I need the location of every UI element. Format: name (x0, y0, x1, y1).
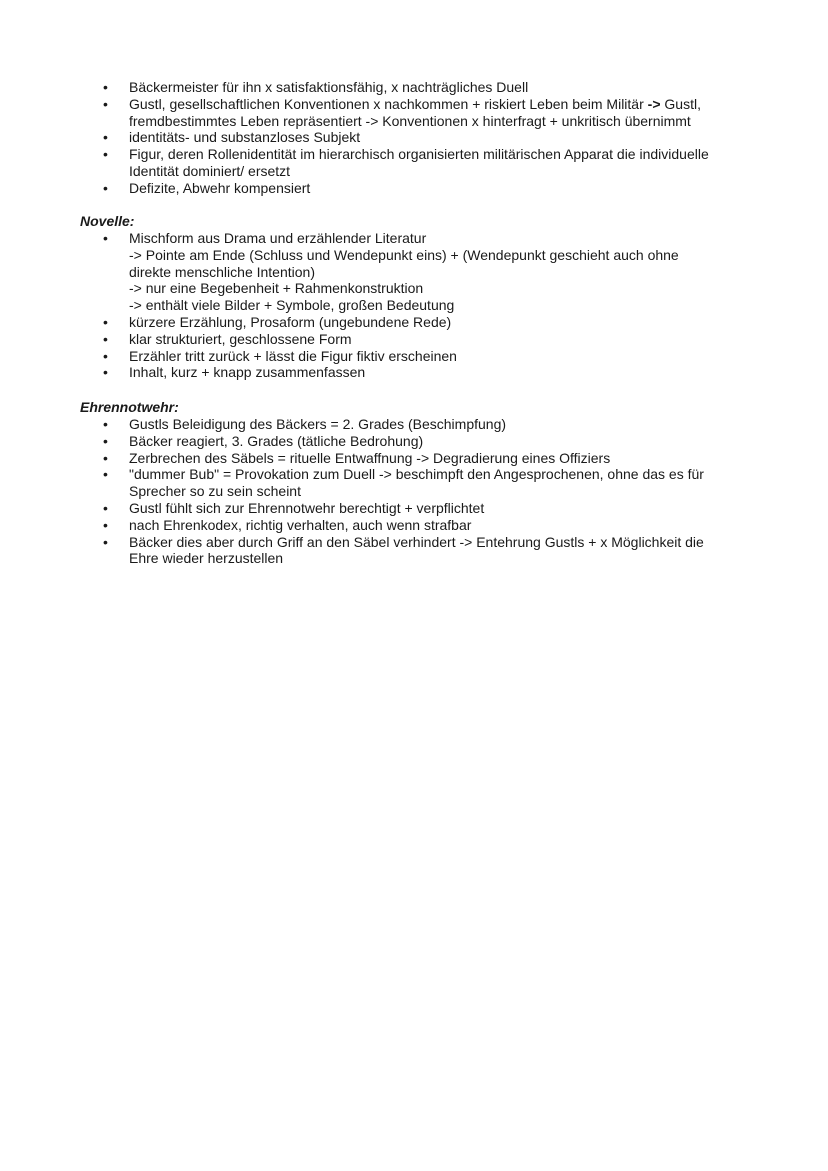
list-item (80, 433, 780, 450)
list-item (80, 534, 780, 568)
list-item (80, 364, 780, 381)
list-item (80, 331, 780, 348)
list-item (80, 450, 780, 467)
list-item-text: Ehre wieder herzustellen (129, 550, 284, 567)
bullet-marker: • (103, 466, 108, 483)
list-item (80, 416, 780, 433)
list-item-text: Bäcker dies aber durch Griff an den Säbel verhindert -> Entehrung Gustls + x Möglichkeit die (129, 533, 704, 550)
novelle-bullet-list (80, 230, 780, 381)
list-item-text: kürzere Erzählung, Prosaform (ungebundene Rede) (129, 313, 452, 330)
bullet-marker: • (103, 516, 108, 533)
section-ehrennotwehr (80, 399, 780, 567)
list-item-text: nach Ehrenkodex, richtig verhalten, auch wenn strafbar (129, 516, 472, 533)
list-item-text: Mischform aus Drama und erzählender Literatur (129, 230, 427, 246)
list-item (80, 146, 780, 180)
list-item (80, 314, 780, 331)
list-item (80, 96, 780, 130)
list-item-text: Bäcker reagiert, 3. Grades (tätliche Bedrohung) (129, 432, 424, 449)
list-item-text: -> Pointe am Ende (Schluss und Wendepunkt eins) + (Wendepunkt geschieht auch ohne (129, 246, 679, 263)
list-item-text: Inhalt, kurz + knapp zusammenfassen (129, 364, 366, 381)
list-item-text: -> nur eine Begebenheit + Rahmenkonstruktion (129, 280, 424, 297)
section-heading: Ehrennotwehr: (80, 399, 179, 415)
list-item-text: identitäts- und substanzloses Subjekt (129, 129, 361, 146)
section-heading: Novelle: (80, 213, 135, 229)
list-item-text: -> enthält viele Bilder + Symbole, großen Bedeutung (129, 297, 455, 314)
intro-bullet-list (80, 79, 780, 197)
ehrennotwehr-bullet-list (80, 416, 780, 567)
list-item-text: Gustl fühlt sich zur Ehrennotwehr berechtigt + verpflichtet (129, 499, 485, 516)
list-item-text: Figur, deren Rollenidentität im hierarchisch organisierten militärischen Apparat die individuelle (129, 146, 709, 163)
bullet-marker: • (103, 179, 108, 196)
bullet-marker: • (103, 432, 108, 449)
bullet-marker: • (103, 416, 108, 432)
list-item (80, 180, 780, 197)
bullet-marker: • (103, 95, 108, 112)
list-item-text: Defizite, Abwehr kompensiert (129, 179, 311, 196)
bullet-marker: • (103, 146, 108, 163)
text-run: Gustl, gesellschaftlichen Konventionen x nachkommen + riskiert Leben beim Militär (129, 95, 648, 112)
bullet-marker: • (103, 79, 108, 95)
list-item-text: Bäckermeister für ihn x satisfaktionsfähig, x nachträgliches Duell (129, 79, 529, 95)
section-novelle (80, 213, 780, 381)
list-item-text: Sprecher so zu sein scheint (129, 483, 301, 500)
bullet-marker: • (103, 449, 108, 466)
bullet-marker: • (103, 533, 108, 550)
list-item (80, 230, 780, 314)
bullet-marker: • (103, 499, 108, 516)
bullet-marker: • (103, 230, 108, 246)
bold-arrow: -> (647, 95, 665, 112)
list-item-text (129, 96, 780, 113)
list-item-text: Zerbrechen des Säbels = rituelle Entwaffnung -> Degradierung eines Offiziers (129, 449, 611, 466)
list-item (80, 129, 780, 146)
list-item-text: "dummer Bub" = Provokation zum Duell -> beschimpft den Angesprochenen, ohne das es für (129, 466, 704, 483)
list-item (80, 348, 780, 365)
list-item (80, 500, 780, 517)
bullet-marker: • (103, 313, 108, 330)
bullet-marker: • (103, 364, 108, 381)
text-run: Gustl, (664, 95, 701, 112)
list-item-text: klar strukturiert, geschlossene Form (129, 330, 352, 347)
list-item (80, 79, 780, 96)
bullet-marker: • (103, 129, 108, 146)
list-item-text: direkte menschliche Intention) (129, 263, 315, 280)
list-item-text: fremdbestimmtes Leben repräsentiert -> Konventionen x hinterfragt + unkritisch übernimmt (129, 112, 691, 129)
list-item-text: Identität dominiert/ ersetzt (129, 162, 291, 179)
bullet-marker: • (103, 347, 108, 364)
list-item-text: Gustls Beleidigung des Bäckers = 2. Grades (Beschimpfung) (129, 416, 507, 432)
list-item (80, 466, 780, 500)
list-item (80, 517, 780, 534)
bullet-marker: • (103, 330, 108, 347)
list-item-text: Erzähler tritt zurück + lässt die Figur fiktiv erscheinen (129, 347, 457, 364)
